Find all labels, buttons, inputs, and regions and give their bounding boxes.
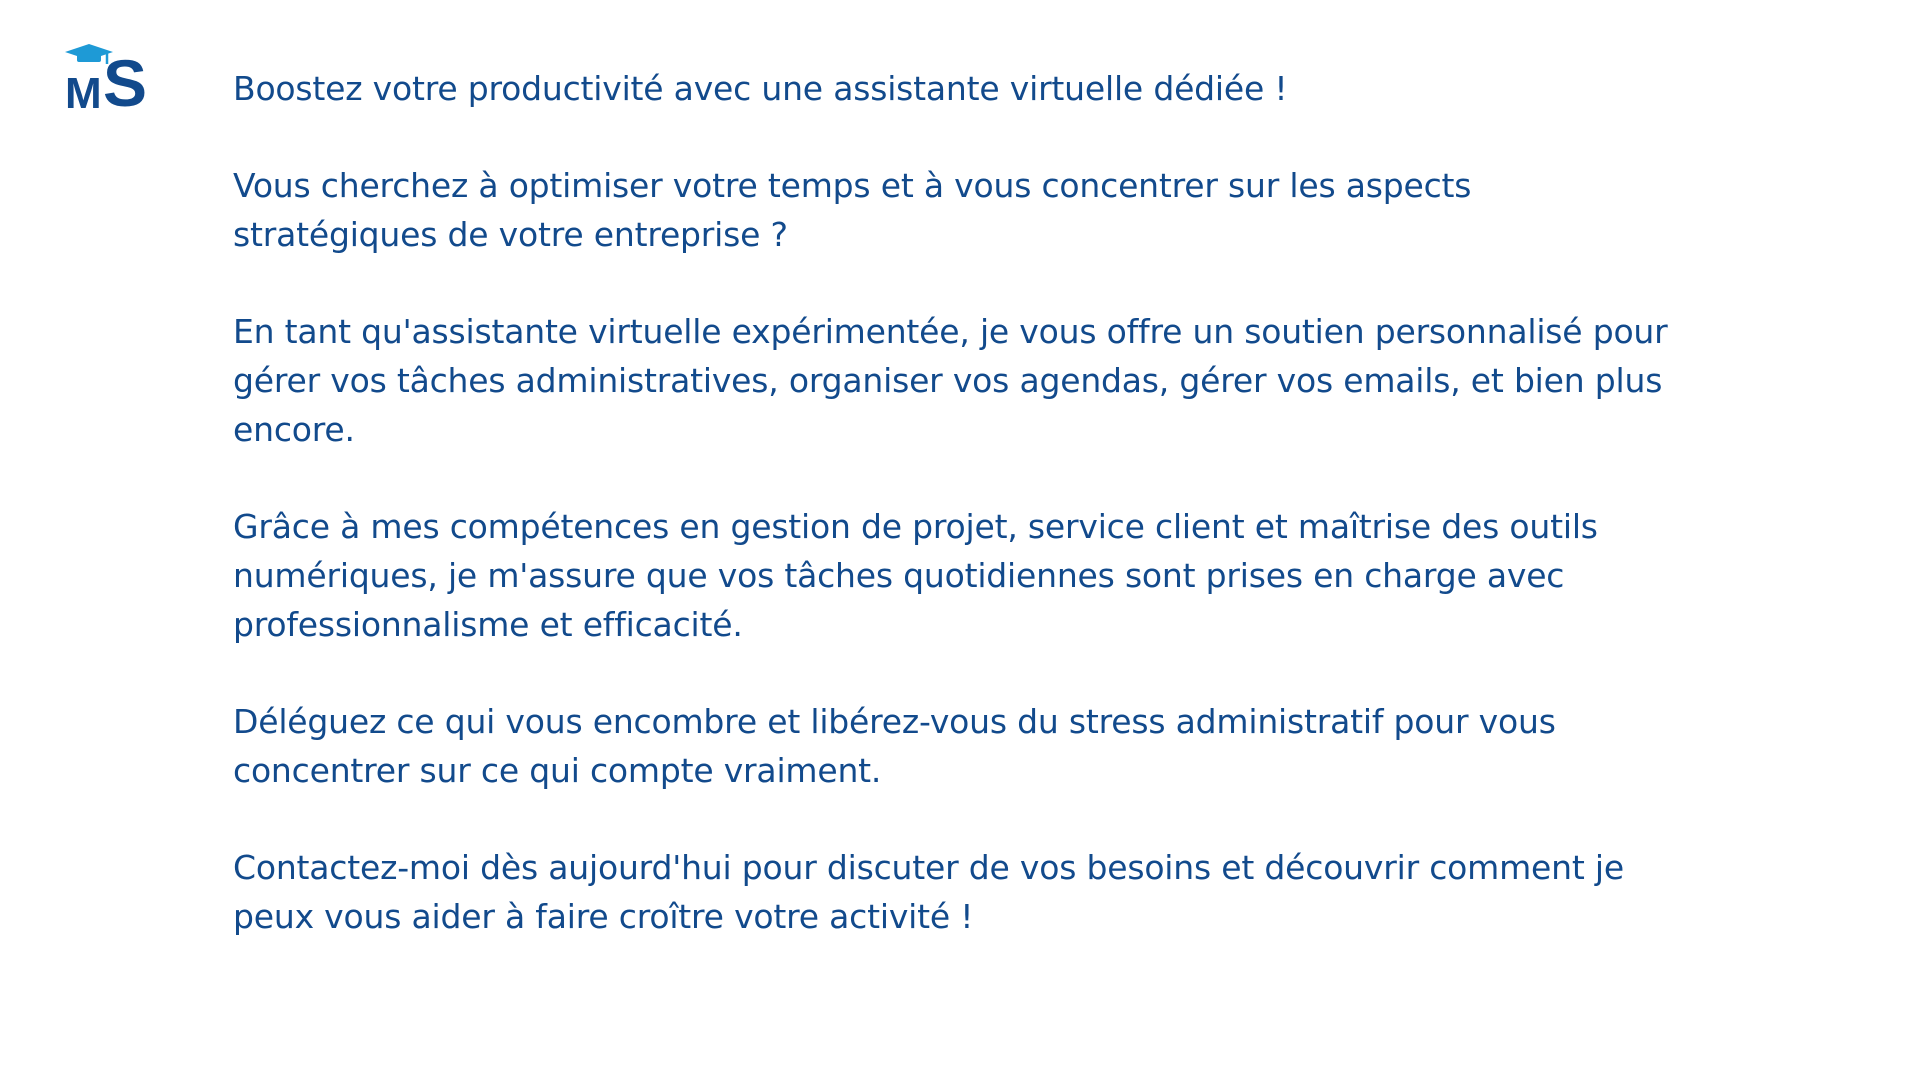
logo-letter-s: S <box>103 46 148 112</box>
paragraph-contact: Contactez-moi dès aujourd'hui pour discuter de vos besoins et découvrir comment je peux vous aider à faire croître votre activité ! <box>233 848 1624 936</box>
logo-letter-m: M <box>65 69 102 112</box>
paragraph-offer: En tant qu'assistante virtuelle expérimentée, je vous offre un soutien personnalisé pour gérer vos tâches administratives, organiser vos agendas, gérer vos emails, et bien plus encore. <box>233 312 1668 449</box>
main-text <box>233 64 1793 941</box>
paragraph-question: Vous cherchez à optimiser votre temps et à vous concentrer sur les aspects stratégiques de votre entreprise ? <box>233 166 1472 254</box>
paragraph-headline: Boostez votre productivité avec une assistante virtuelle dédiée ! <box>233 69 1288 108</box>
paragraph-delegate: Déléguez ce qui vous encombre et libérez-vous du stress administratif pour vous concentrer sur ce qui compte vraiment. <box>233 702 1556 790</box>
brand-logo <box>63 40 163 112</box>
paragraph-skills: Grâce à mes compétences en gestion de projet, service client et maîtrise des outils numériques, je m'assure que vos tâches quotidiennes sont prises en charge avec professionnalisme et efficacité. <box>233 507 1598 644</box>
ms-logo-mark <box>63 40 163 112</box>
